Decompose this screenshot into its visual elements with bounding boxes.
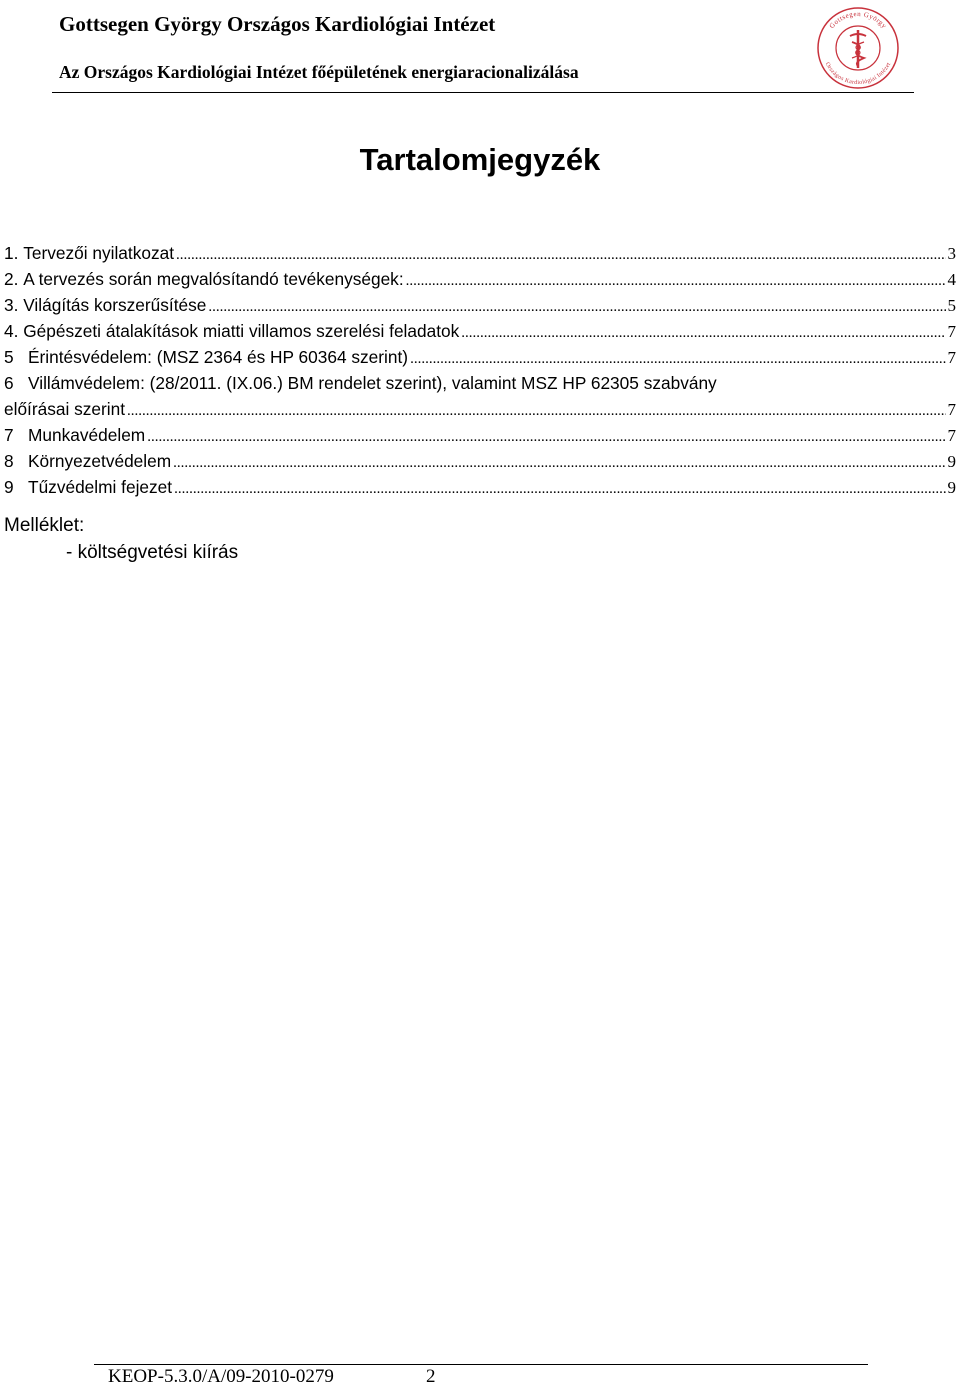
toc-entry-title: Gépészeti átalakítások miatti villamos szerelési feladatok (23, 321, 460, 341)
toc-entry-page: 3 (947, 244, 956, 263)
logo-text-top: Gottsegen György (827, 9, 889, 31)
toc-dot-leader (147, 424, 945, 450)
toc-entry-number: 9 (4, 477, 29, 497)
toc-entry-page: 5 (947, 296, 956, 315)
toc-entry-page: 7 (947, 426, 956, 445)
toc-entry-page: 9 (947, 478, 956, 497)
toc-entry[interactable] (4, 474, 956, 500)
toc-entry-number: 4. (4, 321, 24, 341)
header-project-title: Az Országos Kardiológiai Intézet főépületének energiaracionalizálása (59, 62, 579, 82)
toc-entry-page: 9 (947, 452, 956, 471)
institution-logo (812, 2, 904, 90)
toc-entry-number: 1. (4, 243, 24, 263)
toc-entry-title-continuation: előírásai szerint (4, 399, 126, 419)
toc-dot-leader (410, 346, 945, 372)
toc-entry-number: 5 (4, 347, 29, 367)
footer-project-code: KEOP-5.3.0/A/09-2010-0279 (108, 1366, 334, 1387)
toc-entry-title: Villámvédelem: (28/2011. (IX.06.) BM rendelet szerint), valamint MSZ HP 62305 szabvány (28, 373, 717, 393)
toc-entry[interactable] (4, 448, 956, 474)
toc-entry-title: Munkavédelem (28, 425, 146, 445)
toc-dot-leader (461, 320, 945, 346)
toc-entry-title: Világítás korszerűsítése (23, 295, 207, 315)
svg-text:Gottsegen György (828, 10, 889, 30)
toc-entry-title: A tervezés során megvalósítandó tevékenységek: (23, 269, 404, 289)
toc-entry[interactable] (4, 266, 956, 292)
toc-entry-number: 3. (4, 295, 24, 315)
header-divider (52, 92, 914, 93)
toc-entry-first-line[interactable] (4, 370, 956, 396)
toc-dot-leader (173, 450, 945, 476)
page-title: Tartalomjegyzék (359, 142, 601, 177)
toc-entry-number: 8 (4, 451, 29, 471)
toc-entry[interactable] (4, 344, 956, 370)
toc-entry-page: 7 (947, 400, 956, 419)
annex-label: Melléklet: (4, 515, 85, 536)
annex-item: - költségvetési kiírás (66, 542, 239, 563)
toc-entry-page: 4 (947, 270, 956, 289)
toc-entry-title: Tervezői nyilatkozat (23, 243, 175, 263)
footer-divider (94, 1364, 868, 1365)
footer-page-number: 2 (426, 1366, 436, 1387)
toc-entry[interactable] (4, 292, 956, 318)
toc-entry-title: Érintésvédelem: (MSZ 2364 és HP 60364 szerint) (28, 347, 409, 367)
toc-dot-leader (208, 294, 945, 320)
toc-entry[interactable] (4, 396, 956, 422)
toc-entry-title: Tűzvédelmi fejezet (28, 477, 173, 497)
toc-entry-title: Környezetvédelem (28, 451, 172, 471)
toc-dot-leader (406, 268, 946, 294)
toc-entry[interactable] (4, 318, 956, 344)
toc-entry-number: 2. (4, 269, 24, 289)
toc-dot-leader (174, 476, 945, 502)
toc-entry-number: 6 (4, 373, 29, 393)
toc-entry-number: 7 (4, 425, 29, 445)
toc-entry-page: 7 (947, 348, 956, 367)
logo-text-bottom: Országos Kardiológiai Intézet (823, 61, 893, 87)
toc-dot-leader (176, 242, 945, 268)
toc-entry-page: 7 (947, 322, 956, 341)
toc-entry[interactable] (4, 422, 956, 448)
header-institution: Gottsegen György Országos Kardiológiai Intézet (59, 12, 496, 36)
toc-dot-leader (127, 398, 945, 424)
toc-entry[interactable] (4, 240, 956, 266)
